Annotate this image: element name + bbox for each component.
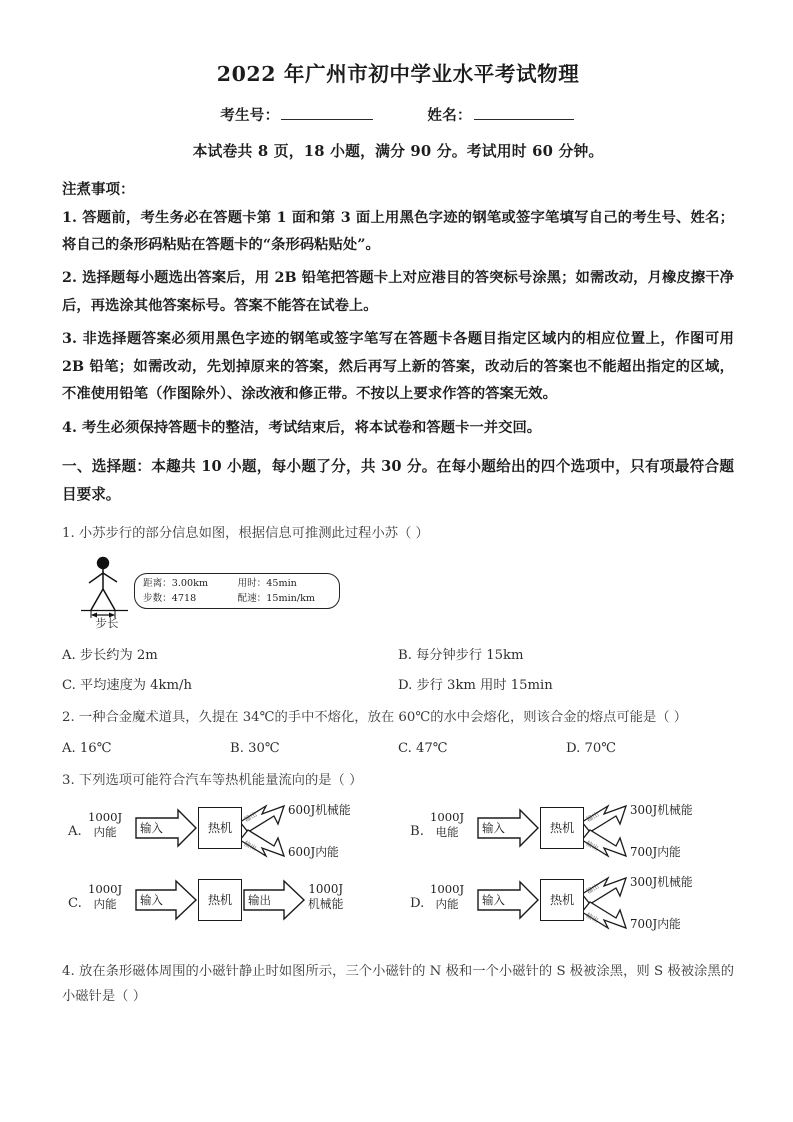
- option-a-machine: 热机: [198, 807, 242, 849]
- option-b-letter: B.: [410, 823, 424, 839]
- question-2-option-a[interactable]: A. 16℃: [62, 741, 112, 757]
- option-c-output-arrow-label: 输出: [248, 892, 271, 907]
- option-d-source-line2: 内能: [435, 896, 459, 911]
- stat-pace-value: 15min/km: [266, 592, 315, 604]
- option-a-letter: A.: [68, 823, 82, 839]
- name-field[interactable]: [474, 105, 574, 120]
- option-b-out-arrow-label-1: 输出: [585, 810, 601, 824]
- pedometer-info-box: [134, 573, 340, 609]
- stride-length-label: 步长: [95, 615, 119, 630]
- question-1-option-c[interactable]: C. 平均速度为 4km/h: [62, 677, 192, 693]
- option-a-output-2: 600J内能: [288, 844, 339, 859]
- option-b-source-line2: 电能: [435, 824, 459, 839]
- question-2-option-d[interactable]: D. 70℃: [566, 741, 617, 757]
- option-a-out-arrow-label-2: 输出: [242, 839, 258, 853]
- option-d-output-2: 700J内能: [630, 916, 681, 931]
- question-2-option-c[interactable]: C. 47℃: [398, 741, 448, 757]
- option-c-output: [308, 882, 343, 912]
- exam-subtitle: 本试卷共 8 页，18 小题，满分 90 分。考试用时 60 分钟。: [192, 142, 604, 160]
- question-3-option-b[interactable]: [410, 800, 740, 870]
- candidate-id-field[interactable]: [281, 105, 373, 120]
- option-a-source-line1: 1000J: [88, 809, 123, 824]
- stat-duration-value: 45min: [266, 577, 297, 589]
- option-c-letter: C.: [68, 895, 82, 911]
- stat-steps: [143, 592, 238, 607]
- stat-duration-label: 用时：: [237, 577, 267, 589]
- note-item-2: 2. 选择题每小题选出答案后，用 2B 铅笔把答题卡上对应港目的答突标号涂黑；如需改动，月橡皮擦干净后，再选涂其他答案标号。答案不能答在试卷上。: [62, 270, 734, 314]
- section-heading-multiple-choice: 一、选择题：本趣共 10 小题，每小题了分，共 30 分。在每小题给出的四个选项中，只有项最符合题目要求。: [62, 458, 734, 504]
- stat-duration: [238, 577, 333, 592]
- question-2-option-b[interactable]: B. 30℃: [230, 741, 280, 757]
- option-b-machine: 热机: [540, 807, 584, 849]
- option-b-out-arrow-label-2: 输出: [584, 839, 600, 853]
- question-3-option-d[interactable]: [410, 872, 740, 942]
- question-1-options-row-1: [62, 644, 734, 663]
- note-item-4: 4. 考生必须保持答题卡的整洁，考试结束后，将本试卷和答题卡一并交回。: [62, 419, 542, 436]
- stat-distance-label: 距离：: [143, 577, 172, 589]
- option-c-source-line1: 1000J: [88, 881, 123, 896]
- option-a-out-arrow-label-1: 输出: [243, 810, 259, 824]
- name-label: 姓名：: [427, 106, 472, 124]
- option-c-source-line2: 内能: [93, 896, 117, 911]
- question-1-option-b[interactable]: B. 每分钟步行 15km: [398, 647, 524, 663]
- page-content: [62, 0, 734, 1009]
- stat-distance-value: 3.00km: [171, 577, 209, 589]
- stat-distance: [143, 577, 238, 592]
- option-c-output-line2: 机械能: [308, 897, 344, 911]
- question-1-options-row-2: [62, 674, 734, 693]
- question-3-figure-group: [62, 798, 734, 946]
- note-item-3: 3. 非选择题答案必须用黑色字迹的钢笔或签字笔写在答题卡各题目指定区域内的相应位置上，作图可用 2B 铅笔；如需改动，先划掉原来的答案，然后再写上新的答案，改动后的答案也不能超出指定的区域，不准使用铅笔（作图除外）、涂改液和修正带。不按以上要求作答的答案无效。: [62, 331, 734, 403]
- question-2-options-row: [62, 741, 734, 756]
- question-3-option-a[interactable]: [68, 800, 398, 870]
- option-a-input-label: 输入: [140, 820, 163, 835]
- option-d-machine: 热机: [540, 879, 584, 921]
- question-4-stem: 4. 放在条形磁体周围的小磁针静止时如图所示，三个小磁针的 N 极和一个小磁针的 S 极被涂黑，则 S 极被涂黑的小磁针是（ ）: [62, 963, 734, 1004]
- note-item-1: 1. 答题前，考生务必在答题卡第 1 面和第 3 面上用黑色字迹的钢笔或签字笔填写自己的考生号、姓名；将自己的条形码粘贴在答题卡的“条形码粘贴处”。: [62, 209, 734, 254]
- option-b-output-2: 700J内能: [630, 844, 681, 859]
- option-d-letter: D.: [410, 895, 425, 911]
- question-2-stem: 2. 一种合金魔术道具，久提在 34℃的手中不熔化，放在 60℃的水中会熔化，则该合金的熔点可能是（ ）: [62, 709, 688, 725]
- question-1-option-a[interactable]: A. 步长约为 2m: [62, 647, 158, 663]
- option-d-out-arrow-label-2: 输出: [584, 911, 600, 925]
- candidate-id-label: 考生号：: [220, 106, 280, 124]
- option-d-source-line1: 1000J: [430, 881, 465, 896]
- notes-heading: 注煮事项：: [62, 180, 135, 198]
- option-c-output-line1: 1000J: [308, 881, 344, 896]
- question-3-stem: 3. 下列选项可能符合汽车等热机能量流向的是（ ）: [62, 773, 363, 789]
- question-3-option-c[interactable]: [68, 872, 398, 942]
- option-a-output-1: 600J机械能: [288, 802, 351, 817]
- option-d-out-arrow-label-1: 输出: [585, 882, 601, 896]
- candidate-info-line: [62, 104, 734, 125]
- option-b-source-line1: 1000J: [430, 809, 465, 824]
- option-c-machine: 热机: [198, 879, 242, 921]
- option-b-input-label: 输入: [482, 820, 505, 835]
- question-1-option-d[interactable]: D. 步行 3km 用时 15min: [398, 677, 553, 693]
- option-b-output-1: 300J机械能: [630, 802, 693, 817]
- question-1-stem: 1. 小苏步行的部分信息如图，根据信息可推测此过程小苏（ ）: [62, 526, 429, 542]
- option-d-input-label: 输入: [482, 892, 505, 907]
- option-a-source-line2: 内能: [93, 824, 117, 839]
- stat-steps-label: 步数：: [143, 592, 172, 604]
- question-1-figure: [68, 555, 734, 633]
- stat-pace-label: 配速：: [237, 592, 267, 604]
- option-d-output-1: 300J机械能: [630, 874, 693, 889]
- stat-steps-value: 4718: [171, 592, 197, 604]
- option-c-input-label: 输入: [140, 892, 163, 907]
- page-title: 2022 年广州市初中学业水平考试物理: [216, 62, 580, 86]
- stat-pace: [238, 592, 333, 607]
